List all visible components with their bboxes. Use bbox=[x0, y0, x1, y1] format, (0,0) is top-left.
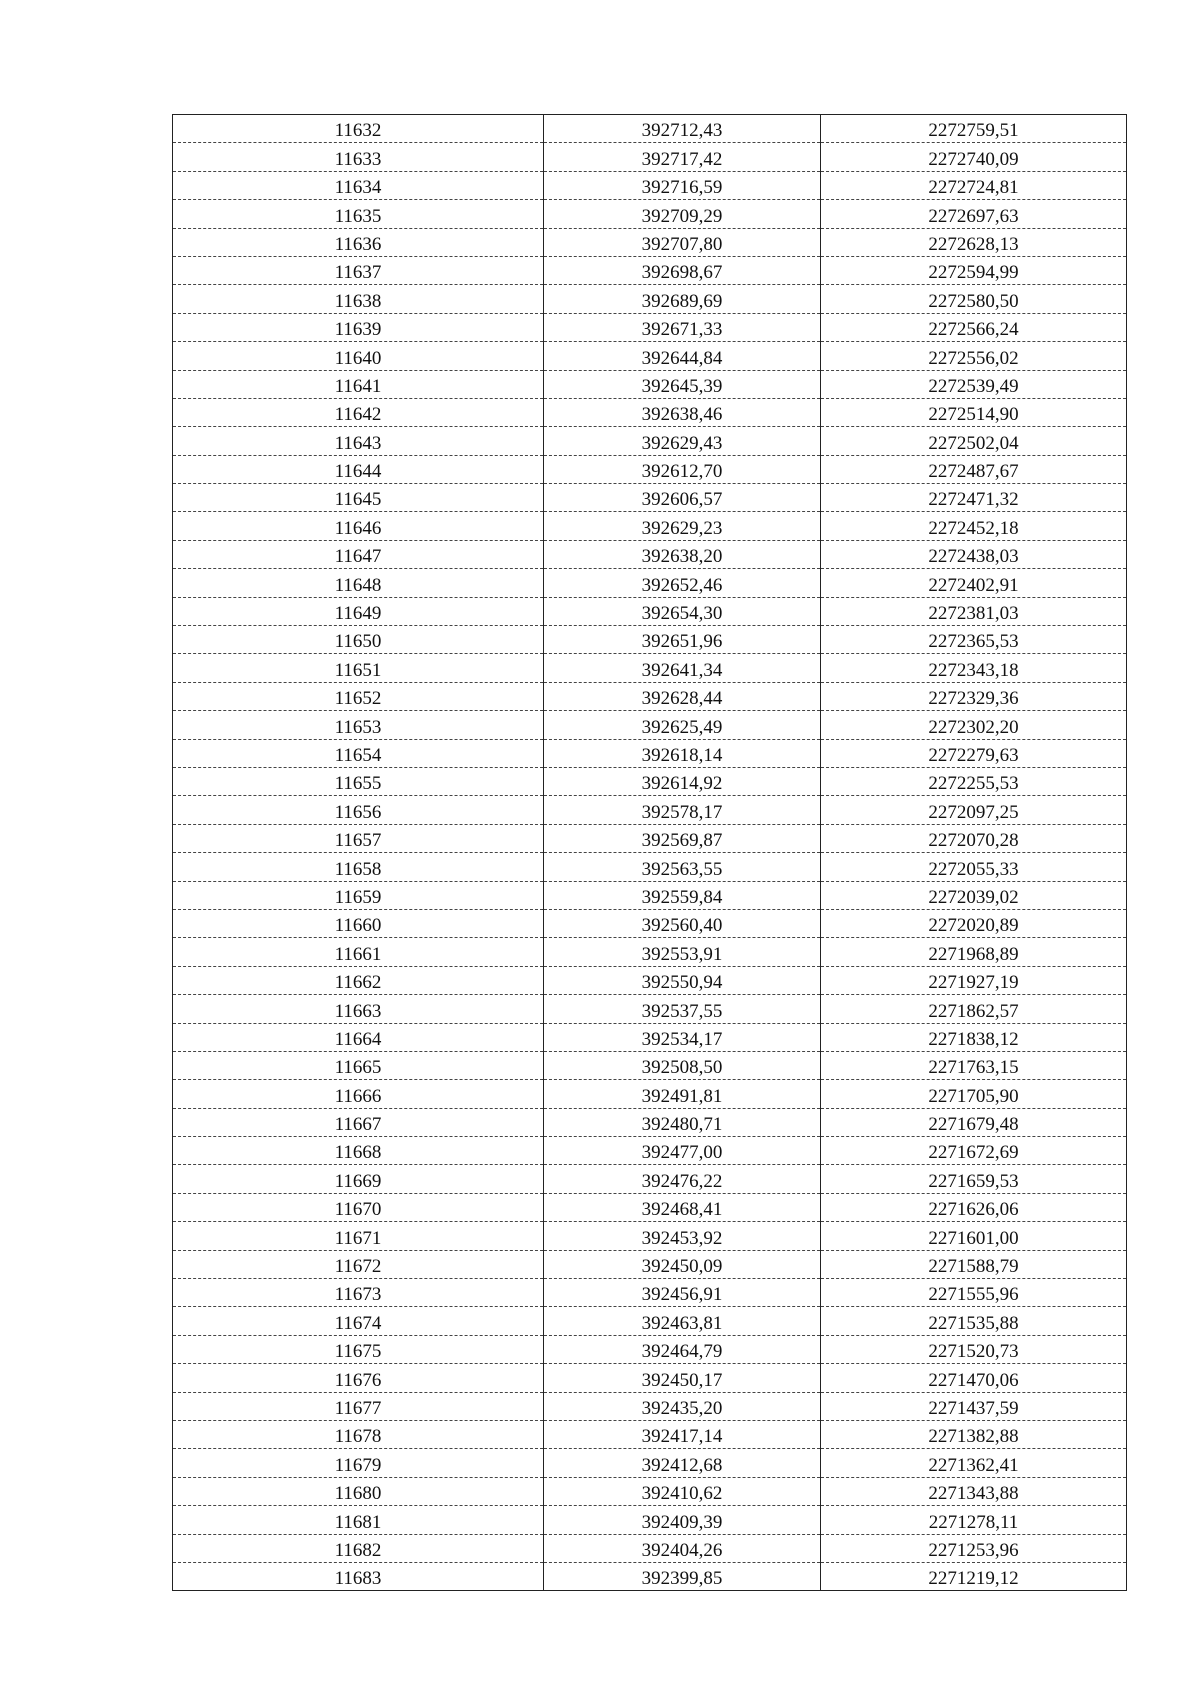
y-coordinate-cell: 2272759,51 bbox=[821, 115, 1127, 143]
y-coordinate-cell: 2272502,04 bbox=[821, 427, 1127, 455]
table-row bbox=[173, 1080, 1127, 1108]
point-number-cell: 11663 bbox=[173, 995, 544, 1023]
y-coordinate-cell: 2271470,06 bbox=[821, 1364, 1127, 1392]
point-number-cell: 11655 bbox=[173, 767, 544, 795]
x-coordinate-cell: 392450,09 bbox=[544, 1250, 821, 1278]
y-coordinate-cell: 2271278,11 bbox=[821, 1506, 1127, 1534]
point-number-cell: 11646 bbox=[173, 512, 544, 540]
point-number-cell: 11678 bbox=[173, 1420, 544, 1448]
table-row bbox=[173, 1051, 1127, 1079]
y-coordinate-cell: 2271679,48 bbox=[821, 1108, 1127, 1136]
point-number-cell: 11648 bbox=[173, 569, 544, 597]
point-number-cell: 11661 bbox=[173, 938, 544, 966]
table-row bbox=[173, 881, 1127, 909]
point-number-cell: 11637 bbox=[173, 256, 544, 284]
y-coordinate-cell: 2271968,89 bbox=[821, 938, 1127, 966]
table-row bbox=[173, 256, 1127, 284]
table-row bbox=[173, 739, 1127, 767]
y-coordinate-cell: 2272556,02 bbox=[821, 342, 1127, 370]
point-number-cell: 11666 bbox=[173, 1080, 544, 1108]
y-coordinate-cell: 2272020,89 bbox=[821, 909, 1127, 937]
point-number-cell: 11643 bbox=[173, 427, 544, 455]
point-number-cell: 11642 bbox=[173, 398, 544, 426]
point-number-cell: 11683 bbox=[173, 1562, 544, 1590]
point-number-cell: 11652 bbox=[173, 682, 544, 710]
table-row bbox=[173, 767, 1127, 795]
y-coordinate-cell: 2271253,96 bbox=[821, 1534, 1127, 1562]
table-row bbox=[173, 597, 1127, 625]
y-coordinate-cell: 2272566,24 bbox=[821, 313, 1127, 341]
point-number-cell: 11645 bbox=[173, 484, 544, 512]
x-coordinate-cell: 392463,81 bbox=[544, 1307, 821, 1335]
y-coordinate-cell: 2272471,32 bbox=[821, 484, 1127, 512]
x-coordinate-cell: 392569,87 bbox=[544, 824, 821, 852]
x-coordinate-cell: 392712,43 bbox=[544, 115, 821, 143]
y-coordinate-cell: 2271535,88 bbox=[821, 1307, 1127, 1335]
x-coordinate-cell: 392404,26 bbox=[544, 1534, 821, 1562]
x-coordinate-cell: 392534,17 bbox=[544, 1023, 821, 1051]
x-coordinate-cell: 392717,42 bbox=[544, 143, 821, 171]
point-number-cell: 11675 bbox=[173, 1335, 544, 1363]
point-number-cell: 11634 bbox=[173, 171, 544, 199]
table-row bbox=[173, 1449, 1127, 1477]
x-coordinate-cell: 392456,91 bbox=[544, 1279, 821, 1307]
point-number-cell: 11672 bbox=[173, 1250, 544, 1278]
y-coordinate-cell: 2272365,53 bbox=[821, 626, 1127, 654]
point-number-cell: 11669 bbox=[173, 1165, 544, 1193]
y-coordinate-cell: 2271588,79 bbox=[821, 1250, 1127, 1278]
table-row bbox=[173, 540, 1127, 568]
table-row bbox=[173, 342, 1127, 370]
table-row bbox=[173, 938, 1127, 966]
y-coordinate-cell: 2271659,53 bbox=[821, 1165, 1127, 1193]
y-coordinate-cell: 2272724,81 bbox=[821, 171, 1127, 199]
table-row bbox=[173, 1193, 1127, 1221]
x-coordinate-cell: 392491,81 bbox=[544, 1080, 821, 1108]
x-coordinate-cell: 392409,39 bbox=[544, 1506, 821, 1534]
x-coordinate-cell: 392480,71 bbox=[544, 1108, 821, 1136]
table-row bbox=[173, 682, 1127, 710]
y-coordinate-cell: 2272628,13 bbox=[821, 228, 1127, 256]
table-row bbox=[173, 853, 1127, 881]
x-coordinate-cell: 392614,92 bbox=[544, 767, 821, 795]
point-number-cell: 11662 bbox=[173, 966, 544, 994]
y-coordinate-cell: 2272740,09 bbox=[821, 143, 1127, 171]
x-coordinate-cell: 392453,92 bbox=[544, 1222, 821, 1250]
x-coordinate-cell: 392578,17 bbox=[544, 796, 821, 824]
y-coordinate-cell: 2271862,57 bbox=[821, 995, 1127, 1023]
point-number-cell: 11664 bbox=[173, 1023, 544, 1051]
point-number-cell: 11667 bbox=[173, 1108, 544, 1136]
table-row bbox=[173, 1250, 1127, 1278]
x-coordinate-cell: 392508,50 bbox=[544, 1051, 821, 1079]
table-row bbox=[173, 1534, 1127, 1562]
point-number-cell: 11679 bbox=[173, 1449, 544, 1477]
x-coordinate-cell: 392618,14 bbox=[544, 739, 821, 767]
table-row bbox=[173, 796, 1127, 824]
y-coordinate-cell: 2271219,12 bbox=[821, 1562, 1127, 1590]
point-number-cell: 11640 bbox=[173, 342, 544, 370]
x-coordinate-cell: 392641,34 bbox=[544, 654, 821, 682]
table-row bbox=[173, 1165, 1127, 1193]
y-coordinate-cell: 2272452,18 bbox=[821, 512, 1127, 540]
point-number-cell: 11654 bbox=[173, 739, 544, 767]
point-number-cell: 11659 bbox=[173, 881, 544, 909]
y-coordinate-cell: 2272329,36 bbox=[821, 682, 1127, 710]
table-row bbox=[173, 1335, 1127, 1363]
x-coordinate-cell: 392450,17 bbox=[544, 1364, 821, 1392]
x-coordinate-cell: 392716,59 bbox=[544, 171, 821, 199]
table-row bbox=[173, 1108, 1127, 1136]
table-row bbox=[173, 1364, 1127, 1392]
table-row bbox=[173, 1420, 1127, 1448]
table-row bbox=[173, 1562, 1127, 1590]
point-number-cell: 11636 bbox=[173, 228, 544, 256]
y-coordinate-cell: 2272594,99 bbox=[821, 256, 1127, 284]
x-coordinate-cell: 392698,67 bbox=[544, 256, 821, 284]
x-coordinate-cell: 392612,70 bbox=[544, 455, 821, 483]
point-number-cell: 11656 bbox=[173, 796, 544, 824]
point-number-cell: 11650 bbox=[173, 626, 544, 654]
point-number-cell: 11677 bbox=[173, 1392, 544, 1420]
point-number-cell: 11651 bbox=[173, 654, 544, 682]
table-row bbox=[173, 966, 1127, 994]
table-row bbox=[173, 711, 1127, 739]
y-coordinate-cell: 2271555,96 bbox=[821, 1279, 1127, 1307]
point-number-cell: 11673 bbox=[173, 1279, 544, 1307]
table-row bbox=[173, 455, 1127, 483]
y-coordinate-cell: 2271838,12 bbox=[821, 1023, 1127, 1051]
point-number-cell: 11682 bbox=[173, 1534, 544, 1562]
y-coordinate-cell: 2271362,41 bbox=[821, 1449, 1127, 1477]
table-row bbox=[173, 654, 1127, 682]
x-coordinate-cell: 392629,23 bbox=[544, 512, 821, 540]
y-coordinate-cell: 2272539,49 bbox=[821, 370, 1127, 398]
point-number-cell: 11633 bbox=[173, 143, 544, 171]
y-coordinate-cell: 2272438,03 bbox=[821, 540, 1127, 568]
table-row bbox=[173, 228, 1127, 256]
point-number-cell: 11649 bbox=[173, 597, 544, 625]
x-coordinate-cell: 392537,55 bbox=[544, 995, 821, 1023]
x-coordinate-cell: 392412,68 bbox=[544, 1449, 821, 1477]
y-coordinate-cell: 2272055,33 bbox=[821, 853, 1127, 881]
y-coordinate-cell: 2272487,67 bbox=[821, 455, 1127, 483]
y-coordinate-cell: 2271927,19 bbox=[821, 966, 1127, 994]
y-coordinate-cell: 2272279,63 bbox=[821, 739, 1127, 767]
y-coordinate-cell: 2271626,06 bbox=[821, 1193, 1127, 1221]
y-coordinate-cell: 2272255,53 bbox=[821, 767, 1127, 795]
x-coordinate-cell: 392553,91 bbox=[544, 938, 821, 966]
y-coordinate-cell: 2271343,88 bbox=[821, 1477, 1127, 1505]
table-row bbox=[173, 200, 1127, 228]
point-number-cell: 11657 bbox=[173, 824, 544, 852]
point-number-cell: 11658 bbox=[173, 853, 544, 881]
x-coordinate-cell: 392464,79 bbox=[544, 1335, 821, 1363]
y-coordinate-cell: 2272343,18 bbox=[821, 654, 1127, 682]
table-row bbox=[173, 285, 1127, 313]
x-coordinate-cell: 392468,41 bbox=[544, 1193, 821, 1221]
x-coordinate-cell: 392671,33 bbox=[544, 313, 821, 341]
point-number-cell: 11668 bbox=[173, 1137, 544, 1165]
point-number-cell: 11653 bbox=[173, 711, 544, 739]
y-coordinate-cell: 2272514,90 bbox=[821, 398, 1127, 426]
point-number-cell: 11635 bbox=[173, 200, 544, 228]
x-coordinate-cell: 392477,00 bbox=[544, 1137, 821, 1165]
x-coordinate-cell: 392417,14 bbox=[544, 1420, 821, 1448]
table-row bbox=[173, 909, 1127, 937]
x-coordinate-cell: 392652,46 bbox=[544, 569, 821, 597]
point-number-cell: 11644 bbox=[173, 455, 544, 483]
table-row bbox=[173, 824, 1127, 852]
x-coordinate-cell: 392644,84 bbox=[544, 342, 821, 370]
point-number-cell: 11660 bbox=[173, 909, 544, 937]
point-number-cell: 11680 bbox=[173, 1477, 544, 1505]
y-coordinate-cell: 2271437,59 bbox=[821, 1392, 1127, 1420]
coordinates-table bbox=[172, 114, 1127, 1591]
point-number-cell: 11670 bbox=[173, 1193, 544, 1221]
x-coordinate-cell: 392550,94 bbox=[544, 966, 821, 994]
y-coordinate-cell: 2271705,90 bbox=[821, 1080, 1127, 1108]
y-coordinate-cell: 2272381,03 bbox=[821, 597, 1127, 625]
point-number-cell: 11632 bbox=[173, 115, 544, 143]
point-number-cell: 11676 bbox=[173, 1364, 544, 1392]
x-coordinate-cell: 392638,20 bbox=[544, 540, 821, 568]
x-coordinate-cell: 392410,62 bbox=[544, 1477, 821, 1505]
table-row bbox=[173, 995, 1127, 1023]
table-row bbox=[173, 1137, 1127, 1165]
y-coordinate-cell: 2272697,63 bbox=[821, 200, 1127, 228]
table-row bbox=[173, 512, 1127, 540]
table-row bbox=[173, 143, 1127, 171]
y-coordinate-cell: 2271763,15 bbox=[821, 1051, 1127, 1079]
y-coordinate-cell: 2271601,00 bbox=[821, 1222, 1127, 1250]
x-coordinate-cell: 392651,96 bbox=[544, 626, 821, 654]
table-row bbox=[173, 1307, 1127, 1335]
coordinates-table-body bbox=[173, 115, 1127, 1591]
table-row bbox=[173, 313, 1127, 341]
table-row bbox=[173, 171, 1127, 199]
x-coordinate-cell: 392645,39 bbox=[544, 370, 821, 398]
table-row bbox=[173, 1023, 1127, 1051]
point-number-cell: 11665 bbox=[173, 1051, 544, 1079]
x-coordinate-cell: 392560,40 bbox=[544, 909, 821, 937]
table-row bbox=[173, 1279, 1127, 1307]
point-number-cell: 11674 bbox=[173, 1307, 544, 1335]
y-coordinate-cell: 2272097,25 bbox=[821, 796, 1127, 824]
table-row bbox=[173, 1392, 1127, 1420]
table-row bbox=[173, 370, 1127, 398]
x-coordinate-cell: 392629,43 bbox=[544, 427, 821, 455]
x-coordinate-cell: 392559,84 bbox=[544, 881, 821, 909]
x-coordinate-cell: 392654,30 bbox=[544, 597, 821, 625]
point-number-cell: 11641 bbox=[173, 370, 544, 398]
x-coordinate-cell: 392689,69 bbox=[544, 285, 821, 313]
x-coordinate-cell: 392435,20 bbox=[544, 1392, 821, 1420]
x-coordinate-cell: 392399,85 bbox=[544, 1562, 821, 1590]
table-row bbox=[173, 427, 1127, 455]
y-coordinate-cell: 2271382,88 bbox=[821, 1420, 1127, 1448]
y-coordinate-cell: 2272070,28 bbox=[821, 824, 1127, 852]
table-row bbox=[173, 398, 1127, 426]
y-coordinate-cell: 2271672,69 bbox=[821, 1137, 1127, 1165]
point-number-cell: 11647 bbox=[173, 540, 544, 568]
x-coordinate-cell: 392707,80 bbox=[544, 228, 821, 256]
table-row bbox=[173, 1506, 1127, 1534]
y-coordinate-cell: 2272402,91 bbox=[821, 569, 1127, 597]
x-coordinate-cell: 392628,44 bbox=[544, 682, 821, 710]
table-row bbox=[173, 569, 1127, 597]
point-number-cell: 11671 bbox=[173, 1222, 544, 1250]
x-coordinate-cell: 392638,46 bbox=[544, 398, 821, 426]
x-coordinate-cell: 392563,55 bbox=[544, 853, 821, 881]
point-number-cell: 11639 bbox=[173, 313, 544, 341]
y-coordinate-cell: 2272580,50 bbox=[821, 285, 1127, 313]
y-coordinate-cell: 2272302,20 bbox=[821, 711, 1127, 739]
point-number-cell: 11638 bbox=[173, 285, 544, 313]
table-row bbox=[173, 1222, 1127, 1250]
x-coordinate-cell: 392476,22 bbox=[544, 1165, 821, 1193]
y-coordinate-cell: 2272039,02 bbox=[821, 881, 1127, 909]
x-coordinate-cell: 392709,29 bbox=[544, 200, 821, 228]
table-row bbox=[173, 1477, 1127, 1505]
x-coordinate-cell: 392625,49 bbox=[544, 711, 821, 739]
x-coordinate-cell: 392606,57 bbox=[544, 484, 821, 512]
table-row bbox=[173, 115, 1127, 143]
table-row bbox=[173, 484, 1127, 512]
point-number-cell: 11681 bbox=[173, 1506, 544, 1534]
y-coordinate-cell: 2271520,73 bbox=[821, 1335, 1127, 1363]
table-row bbox=[173, 626, 1127, 654]
